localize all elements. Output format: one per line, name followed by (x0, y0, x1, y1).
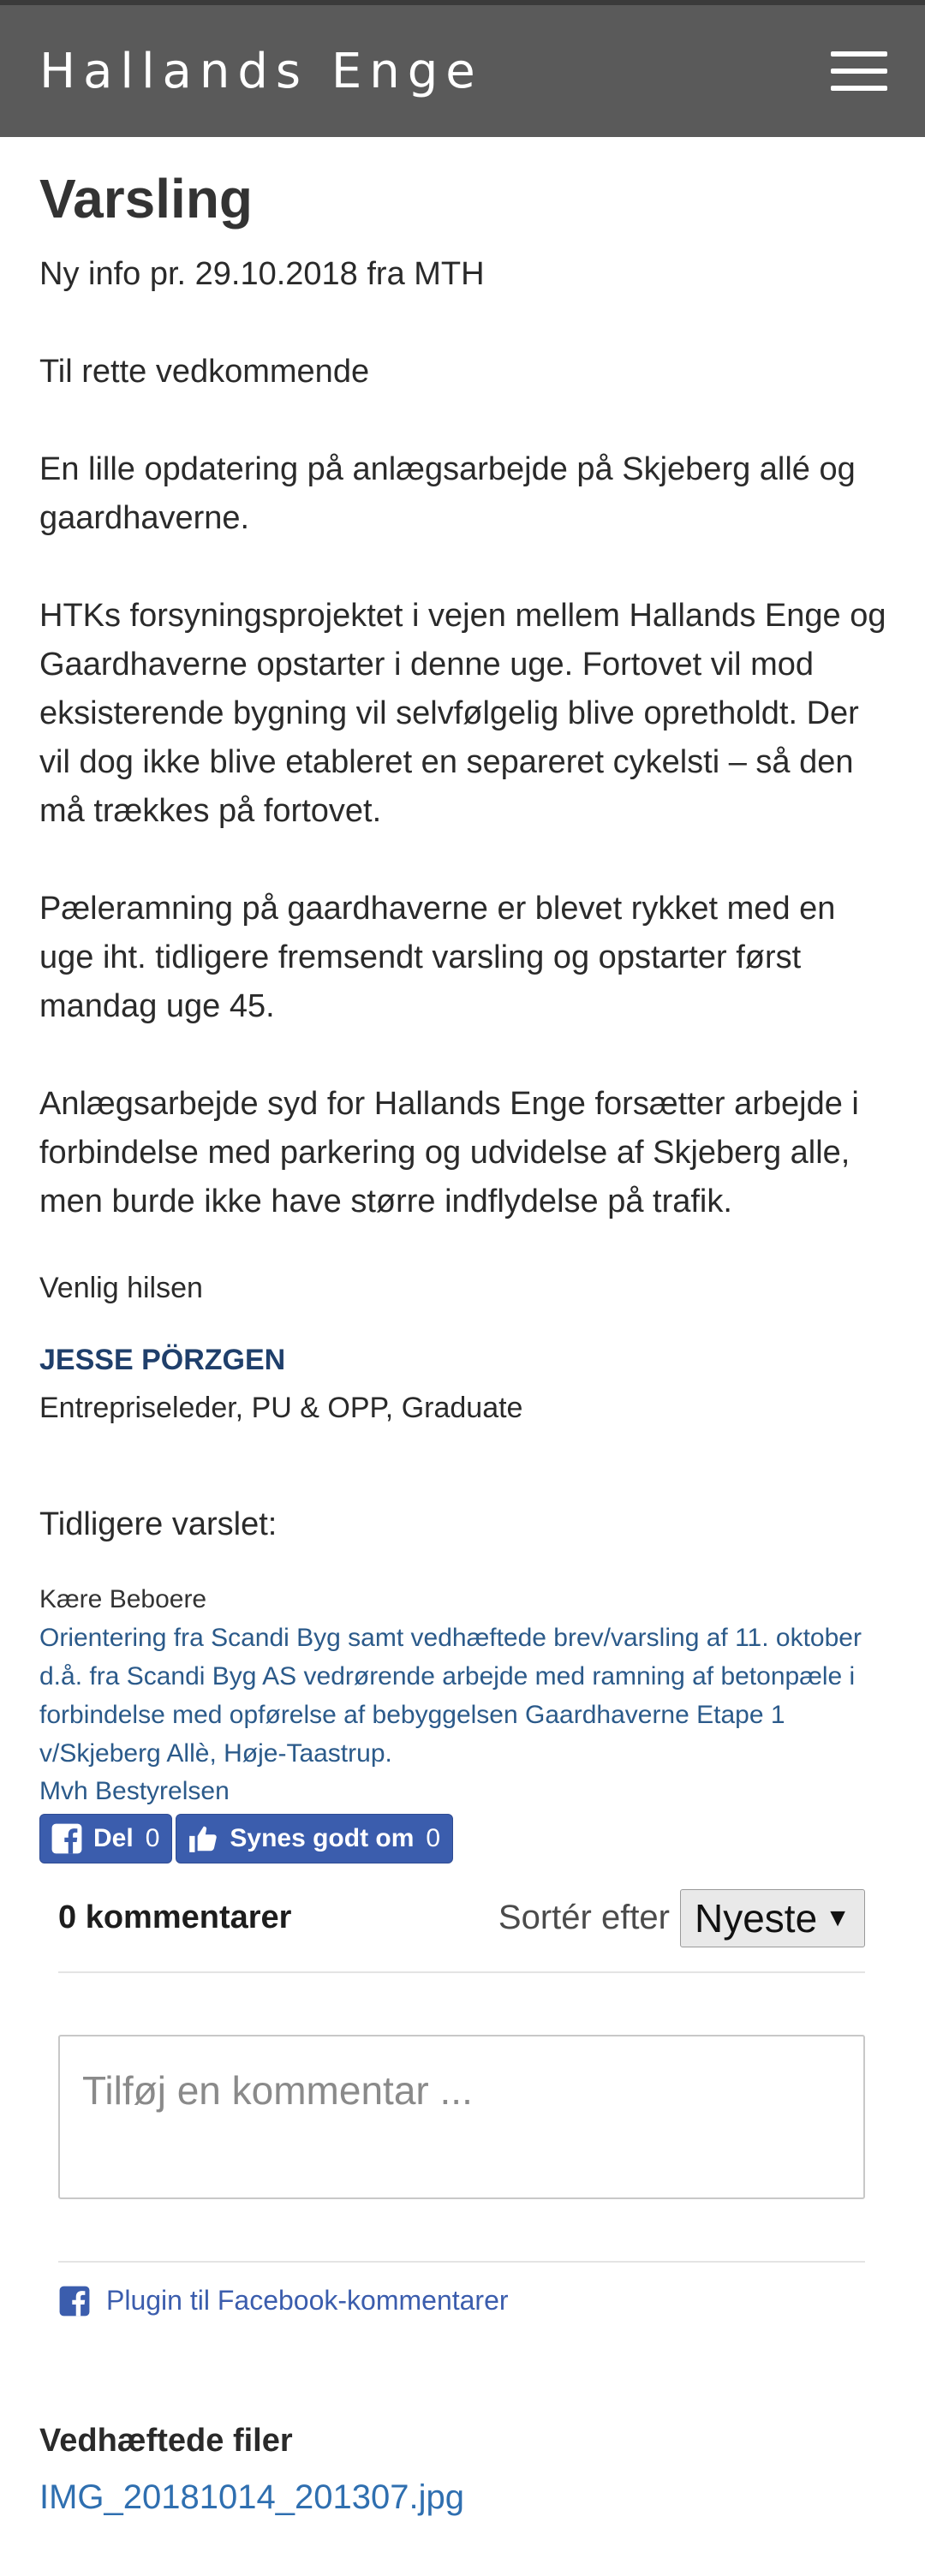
sort-control (498, 1889, 865, 1947)
top-navbar (0, 0, 925, 137)
thumbs-up-icon (187, 1822, 219, 1855)
comment-count: 0 kommentarer (58, 1899, 292, 1936)
facebook-like-button[interactable] (176, 1814, 453, 1863)
menu-icon-bar (831, 51, 887, 57)
menu-icon-bar (831, 69, 887, 74)
comment-input-placeholder: Tilføj en kommentar ... (82, 2067, 473, 2113)
signature-name: JESSE PÖRZGEN (39, 1343, 286, 1376)
sort-label: Sortér efter (498, 1899, 670, 1937)
previous-notice-intro: Kære Beboere (39, 1584, 207, 1613)
menu-icon-bar (831, 86, 887, 91)
article-paragraph: Pæleramning på gaardhaverne er blevet rykket med en uge iht. tidligere fremsendt varsling og opstarter først mandag uge 45. (39, 890, 836, 1024)
previous-notice-signature: Mvh Bestyrelsen (39, 1776, 230, 1805)
comments-header (58, 1887, 865, 1949)
facebook-icon (51, 1822, 83, 1855)
facebook-share-button[interactable] (39, 1814, 172, 1863)
article-paragraph: En lille opdatering på anlægsarbejde på Skjeberg allé og gaardhaverne. (39, 450, 856, 536)
attachments-heading: Vedhæftede filer (39, 2422, 293, 2459)
sort-selected-value: Nyeste (695, 1895, 818, 1941)
comment-input[interactable] (58, 2035, 865, 2199)
article-paragraph: Anlægsarbejde syd for Hallands Enge forsætter arbejde i forbindelse med parkering og udvidelse af Skjeberg alle, men burde ikke have større indflydelse på trafik. (39, 1085, 859, 1219)
share-count: 0 (145, 1823, 160, 1852)
dropdown-arrow-icon: ▼ (825, 1903, 850, 1932)
facebook-buttons (39, 1814, 891, 1863)
facebook-comments (58, 1887, 865, 2317)
divider (58, 2261, 865, 2263)
signature-title: Entrepriseleder, PU & OPP, Graduate (39, 1391, 523, 1424)
greeting: Venlig hilsen (39, 1271, 203, 1304)
like-count: 0 (426, 1823, 441, 1852)
page-title: Varsling (39, 168, 253, 230)
main-content (39, 137, 891, 2519)
previous-notice-heading: Tidligere varslet: (39, 1506, 278, 1542)
previous-notice-link[interactable]: Orientering fra Scandi Byg samt vedhæftede brev/varsling af 11. oktober d.å. fra Scandi Byg AS vedrørende arbejde med ramning af betonpæle i forbindelse med opførelse af bebyggelsen Gaardhaverne Etape 1 v/Skjeberg Allè, Høje-Taastrup. (39, 1623, 862, 1768)
plugin-label: Plugin til Facebook-kommentarer (106, 2285, 509, 2317)
article-paragraph: Til rette vedkommende (39, 353, 370, 390)
like-label: Synes godt om (230, 1823, 415, 1852)
divider (58, 1971, 865, 1973)
menu-icon[interactable] (831, 51, 887, 91)
sort-select[interactable] (680, 1889, 865, 1947)
share-label: Del (93, 1823, 134, 1852)
facebook-icon (58, 2285, 91, 2317)
site-title[interactable]: Hallands Enge (39, 43, 483, 99)
facebook-plugin-link[interactable] (58, 2285, 865, 2317)
article-paragraph: HTKs forsyningsprojektet i vejen mellem Hallands Enge og Gaardhaverne opstarter i denne uge. Fortovet vil mod eksisterende bygning vil selvfølgelig blive opretholdt. Der vil dog ikke blive etableret en separeret cykelsti – så den må trækkes på fortovet. (39, 597, 886, 829)
article-paragraph: Ny info pr. 29.10.2018 fra MTH (39, 255, 485, 292)
attachment-link[interactable]: IMG_20181014_201307.jpg (39, 2478, 464, 2516)
